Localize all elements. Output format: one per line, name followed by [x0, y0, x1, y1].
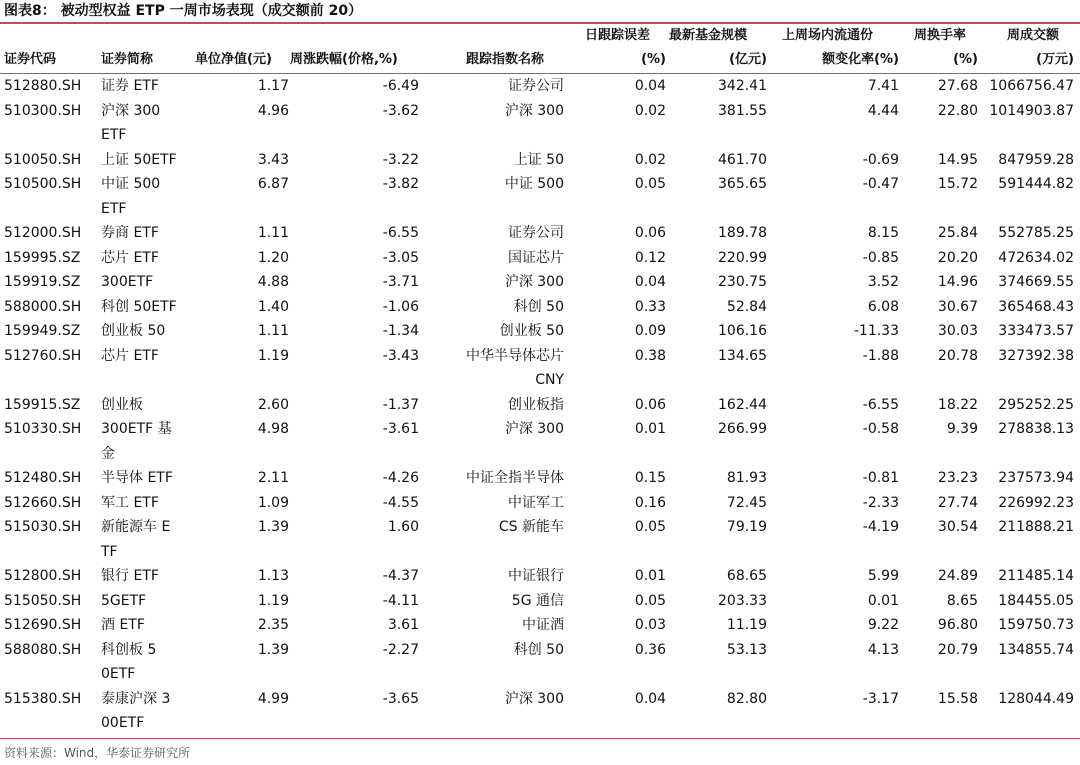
cell-tracking-error: 0.38 [634, 347, 666, 364]
cell-turnover: 30.54 [937, 519, 978, 535]
cell-name: 创业板 [101, 396, 143, 413]
table-row [0, 613, 1080, 638]
cell-amount: 226992.23 [998, 494, 1074, 511]
cell-code: 515030.SH [4, 519, 82, 535]
cell-index: 证券公司 [508, 78, 564, 94]
cell-name: 芯片 ETF [101, 249, 159, 266]
cell-index: CS 新能车 [498, 519, 564, 535]
cell-code: 512760.SH [4, 347, 82, 364]
cell-index: 中证全指半导体 [466, 470, 564, 486]
cell-amount: 327392.38 [998, 347, 1074, 364]
header-row-2 [0, 48, 1080, 72]
cell-name: 证券 ETF [101, 78, 159, 94]
cell-turnover: 23.23 [937, 470, 978, 486]
cell-change: -1.06 [382, 298, 419, 315]
cell-fund-size: 342.41 [718, 78, 767, 94]
cell-name: 芯片 ETF [101, 347, 159, 364]
cell-amount: 333473.57 [998, 323, 1074, 339]
cell-turnover: 22.80 [937, 102, 978, 119]
cell-name: 新能源车 ETF [101, 519, 171, 560]
cell-share-change: -4.19 [862, 519, 899, 535]
cell-turnover: 15.72 [937, 176, 978, 192]
cell-share-change: 3.52 [867, 274, 899, 290]
table-row [0, 172, 1080, 221]
cell-name: 上证 50ETF [101, 151, 177, 168]
cell-index: 沪深 300 [504, 102, 564, 119]
cell-share-change: -3.17 [862, 690, 899, 707]
cell-turnover: 30.67 [937, 298, 978, 315]
cell-change: -3.71 [382, 274, 419, 290]
source-note: 资料来源：Wind，华泰证券研究所 [4, 746, 191, 760]
cell-share-change: -0.69 [862, 151, 899, 168]
cell-name: 创业板 50 [101, 323, 166, 339]
table-row [0, 344, 1080, 393]
cell-index: 证券公司 [508, 225, 564, 241]
cell-tracking-error: 0.05 [634, 176, 666, 192]
table-row [0, 246, 1080, 271]
cell-index: 创业板指 [508, 396, 564, 413]
cell-amount: 211485.14 [998, 568, 1074, 584]
cell-fund-size: 82.80 [726, 690, 767, 707]
table-row [0, 687, 1080, 736]
cell-amount: 211888.21 [998, 519, 1074, 535]
cell-code: 588080.SH [4, 641, 82, 658]
cell-nav: 3.43 [257, 151, 289, 168]
cell-nav: 4.99 [257, 690, 289, 707]
table-row [0, 393, 1080, 418]
cell-turnover: 25.84 [937, 225, 978, 241]
table-row [0, 638, 1080, 687]
cell-code: 512880.SH [4, 78, 82, 94]
cell-index: 中证 500 [504, 176, 564, 192]
cell-fund-size: 381.55 [718, 102, 767, 119]
cell-amount: 374669.55 [998, 274, 1074, 290]
cell-name: 5GETF [101, 592, 147, 609]
cell-name: 科创板 50ETF [101, 641, 157, 682]
table-title: 图表8： 被动型权益 ETP 一周市场表现（成交额前 20） [4, 3, 363, 19]
cell-turnover: 8.65 [946, 592, 978, 609]
cell-fund-size: 106.16 [718, 323, 767, 339]
cell-fund-size: 220.99 [718, 249, 767, 266]
cell-turnover: 24.89 [937, 568, 978, 584]
cell-index: 国证芯片 [508, 249, 564, 266]
cell-turnover: 20.20 [937, 249, 978, 266]
header-amount-unit: (万元) [1036, 52, 1074, 67]
cell-tracking-error: 0.16 [634, 494, 666, 511]
cell-nav: 1.11 [257, 323, 289, 339]
cell-amount: 472634.02 [998, 249, 1074, 266]
cell-index: 上证 50 [513, 151, 564, 168]
cell-code: 510050.SH [4, 151, 82, 168]
table-row [0, 515, 1080, 564]
cell-amount: 295252.25 [998, 396, 1074, 413]
cell-nav: 4.96 [257, 102, 289, 119]
cell-nav: 1.19 [257, 592, 289, 609]
cell-tracking-error: 0.04 [634, 78, 666, 94]
cell-fund-size: 162.44 [718, 396, 767, 413]
cell-nav: 1.11 [257, 225, 289, 241]
cell-tracking-error: 0.36 [634, 641, 666, 658]
cell-share-change: -0.47 [862, 176, 899, 192]
cell-name: 半导体 ETF [101, 470, 173, 486]
table-row [0, 221, 1080, 246]
cell-code: 515380.SH [4, 690, 82, 707]
cell-change: 3.61 [387, 617, 419, 633]
header-fund-size-unit: (亿元) [729, 52, 767, 67]
cell-share-change: -0.85 [862, 249, 899, 266]
cell-code: 515050.SH [4, 592, 82, 609]
cell-change: -3.82 [382, 176, 419, 192]
cell-nav: 2.60 [257, 396, 289, 413]
cell-change: -4.37 [382, 568, 419, 584]
cell-amount: 1066756.47 [989, 78, 1074, 94]
cell-code: 510300.SH [4, 102, 82, 119]
cell-share-change: -0.58 [862, 421, 899, 437]
cell-tracking-error: 0.15 [634, 470, 666, 486]
cell-code: 159995.SZ [4, 249, 81, 266]
cell-name: 300ETF 基金 [101, 421, 172, 462]
cell-name: 银行 ETF [101, 568, 159, 584]
cell-index: 科创 50 [513, 298, 564, 315]
cell-turnover: 27.74 [937, 494, 978, 511]
cell-tracking-error: 0.04 [634, 690, 666, 707]
table-row [0, 417, 1080, 466]
cell-change: -2.27 [382, 641, 419, 658]
cell-share-change: 8.15 [867, 225, 899, 241]
cell-change: -3.43 [382, 347, 419, 364]
header-change: 周涨跌幅(价格,%) [290, 52, 398, 67]
cell-nav: 1.09 [257, 494, 289, 511]
table-row [0, 99, 1080, 148]
cell-turnover: 14.96 [937, 274, 978, 290]
cell-change: -3.05 [382, 249, 419, 266]
cell-index: 中华半导体芯片 CNY [466, 347, 564, 388]
cell-amount: 847959.28 [998, 151, 1074, 168]
cell-index: 5G 通信 [511, 592, 564, 609]
cell-change: -1.34 [382, 323, 419, 339]
cell-tracking-error: 0.05 [634, 519, 666, 535]
cell-change: -3.61 [382, 421, 419, 437]
cell-fund-size: 53.13 [726, 641, 767, 658]
cell-tracking-error: 0.01 [634, 568, 666, 584]
cell-code: 512800.SH [4, 568, 82, 584]
cell-share-change: -0.81 [862, 470, 899, 486]
cell-share-change: 9.22 [867, 617, 899, 633]
cell-change: -4.11 [382, 592, 419, 609]
cell-share-change: -1.88 [862, 347, 899, 364]
cell-tracking-error: 0.03 [634, 617, 666, 633]
cell-tracking-error: 0.05 [634, 592, 666, 609]
header-code: 证券代码 [4, 52, 57, 67]
cell-turnover: 20.79 [937, 641, 978, 658]
cell-change: -3.62 [382, 102, 419, 119]
cell-turnover: 96.80 [937, 617, 978, 633]
cell-index: 沪深 300 [504, 274, 564, 290]
cell-tracking-error: 0.02 [634, 151, 666, 168]
cell-code: 512660.SH [4, 494, 82, 511]
cell-amount: 134855.74 [998, 641, 1074, 658]
cell-turnover: 9.39 [946, 421, 978, 437]
cell-name: 军工 ETF [101, 494, 159, 511]
cell-nav: 2.35 [257, 617, 289, 633]
table-row [0, 466, 1080, 491]
cell-share-change: -6.55 [862, 396, 899, 413]
cell-name: 酒 ETF [101, 617, 145, 633]
table-row [0, 74, 1080, 99]
cell-share-change: -11.33 [853, 323, 899, 339]
cell-tracking-error: 0.09 [634, 323, 666, 339]
cell-tracking-error: 0.06 [634, 225, 666, 241]
cell-change: 1.60 [387, 519, 419, 535]
cell-change: -3.22 [382, 151, 419, 168]
cell-change: -1.37 [382, 396, 419, 413]
cell-turnover: 14.95 [937, 151, 978, 168]
cell-nav: 6.87 [257, 176, 289, 192]
cell-nav: 2.11 [257, 470, 289, 486]
cell-code: 510330.SH [4, 421, 82, 437]
table-row [0, 564, 1080, 589]
cell-change: -6.49 [382, 78, 419, 94]
cell-share-change: 4.44 [867, 102, 899, 119]
cell-amount: 237573.94 [998, 470, 1074, 486]
cell-share-change: 7.41 [867, 78, 899, 94]
cell-amount: 552785.25 [998, 225, 1074, 241]
cell-index: 中证银行 [508, 568, 564, 584]
cell-fund-size: 79.19 [726, 519, 767, 535]
cell-change: -4.26 [382, 470, 419, 486]
cell-fund-size: 365.65 [718, 176, 767, 192]
cell-name: 中证 500ETF [101, 176, 161, 217]
cell-index: 沪深 300 [504, 421, 564, 437]
cell-fund-size: 134.65 [718, 347, 767, 364]
cell-amount: 278838.13 [998, 421, 1074, 437]
cell-change: -4.55 [382, 494, 419, 511]
cell-nav: 4.98 [257, 421, 289, 437]
header-tracking-error-unit: (%) [641, 52, 666, 67]
cell-amount: 159750.73 [998, 617, 1074, 633]
cell-name: 300ETF [101, 274, 154, 290]
header-share-change-unit: 额变化率(%) [822, 52, 899, 67]
cell-tracking-error: 0.06 [634, 396, 666, 413]
cell-index: 沪深 300 [504, 690, 564, 707]
cell-code: 159915.SZ [4, 396, 81, 413]
cell-code: 512000.SH [4, 225, 82, 241]
cell-code: 512480.SH [4, 470, 82, 486]
header-amount: 周成交额 [1007, 28, 1060, 43]
cell-fund-size: 230.75 [718, 274, 767, 290]
header-turnover: 周换手率 [914, 28, 967, 43]
cell-name: 泰康沪深 300ETF [101, 690, 171, 731]
cell-code: 159949.SZ [4, 323, 81, 339]
table-row [0, 270, 1080, 295]
cell-nav: 1.13 [257, 568, 289, 584]
cell-tracking-error: 0.04 [634, 274, 666, 290]
cell-tracking-error: 0.02 [634, 102, 666, 119]
header-tracking-error: 日跟踪误差 [585, 28, 651, 43]
cell-nav: 1.17 [257, 78, 289, 94]
table-body [0, 74, 1080, 736]
cell-name: 科创 50ETF [101, 298, 177, 315]
cell-fund-size: 72.45 [726, 494, 767, 511]
cell-amount: 184455.05 [998, 592, 1074, 609]
header-nav: 单位净值(元) [195, 52, 272, 67]
cell-share-change: 0.01 [867, 592, 899, 609]
cell-amount: 1014903.87 [989, 102, 1074, 119]
cell-amount: 365468.43 [998, 298, 1074, 315]
cell-tracking-error: 0.33 [634, 298, 666, 315]
header-fund-size: 最新基金规模 [669, 28, 748, 43]
cell-nav: 4.88 [257, 274, 289, 290]
cell-amount: 128044.49 [998, 690, 1074, 707]
header-share-change: 上周场内流通份 [782, 28, 874, 43]
cell-nav: 1.20 [257, 249, 289, 266]
header-index: 跟踪指数名称 [466, 52, 545, 67]
cell-change: -3.65 [382, 690, 419, 707]
cell-share-change: -2.33 [862, 494, 899, 511]
cell-fund-size: 68.65 [726, 568, 767, 584]
cell-fund-size: 189.78 [718, 225, 767, 241]
bottom-rule [0, 738, 1080, 739]
cell-nav: 1.39 [257, 519, 289, 535]
cell-fund-size: 203.33 [718, 592, 767, 609]
cell-turnover: 15.58 [937, 690, 978, 707]
cell-code: 512690.SH [4, 617, 82, 633]
table-row [0, 491, 1080, 516]
cell-index: 科创 50 [513, 641, 564, 658]
cell-fund-size: 266.99 [718, 421, 767, 437]
cell-index: 中证军工 [508, 494, 564, 511]
header-name: 证券简称 [101, 52, 154, 67]
header-row-1 [0, 24, 1080, 48]
header-turnover-unit: (%) [953, 52, 978, 67]
cell-turnover: 27.68 [937, 78, 978, 94]
cell-nav: 1.19 [257, 347, 289, 364]
cell-fund-size: 52.84 [726, 298, 767, 315]
table-row [0, 148, 1080, 173]
table-row [0, 589, 1080, 614]
cell-index: 中证酒 [522, 617, 564, 633]
cell-fund-size: 81.93 [726, 470, 767, 486]
cell-index: 创业板 50 [499, 323, 564, 339]
cell-change: -6.55 [382, 225, 419, 241]
cell-tracking-error: 0.01 [634, 421, 666, 437]
cell-name: 沪深 300ETF [101, 102, 161, 143]
cell-tracking-error: 0.12 [634, 249, 666, 266]
cell-share-change: 6.08 [867, 298, 899, 315]
cell-code: 510500.SH [4, 176, 82, 192]
cell-nav: 1.40 [257, 298, 289, 315]
cell-turnover: 18.22 [937, 396, 978, 413]
cell-code: 159919.SZ [4, 274, 81, 290]
cell-share-change: 4.13 [867, 641, 899, 658]
cell-nav: 1.39 [257, 641, 289, 658]
table-row [0, 295, 1080, 320]
cell-amount: 591444.82 [998, 176, 1074, 192]
table-row [0, 319, 1080, 344]
cell-name: 券商 ETF [101, 225, 159, 241]
cell-turnover: 30.03 [937, 323, 978, 339]
cell-fund-size: 11.19 [726, 617, 767, 633]
cell-share-change: 5.99 [867, 568, 899, 584]
cell-code: 588000.SH [4, 298, 82, 315]
cell-turnover: 20.78 [937, 347, 978, 364]
cell-fund-size: 461.70 [718, 151, 767, 168]
